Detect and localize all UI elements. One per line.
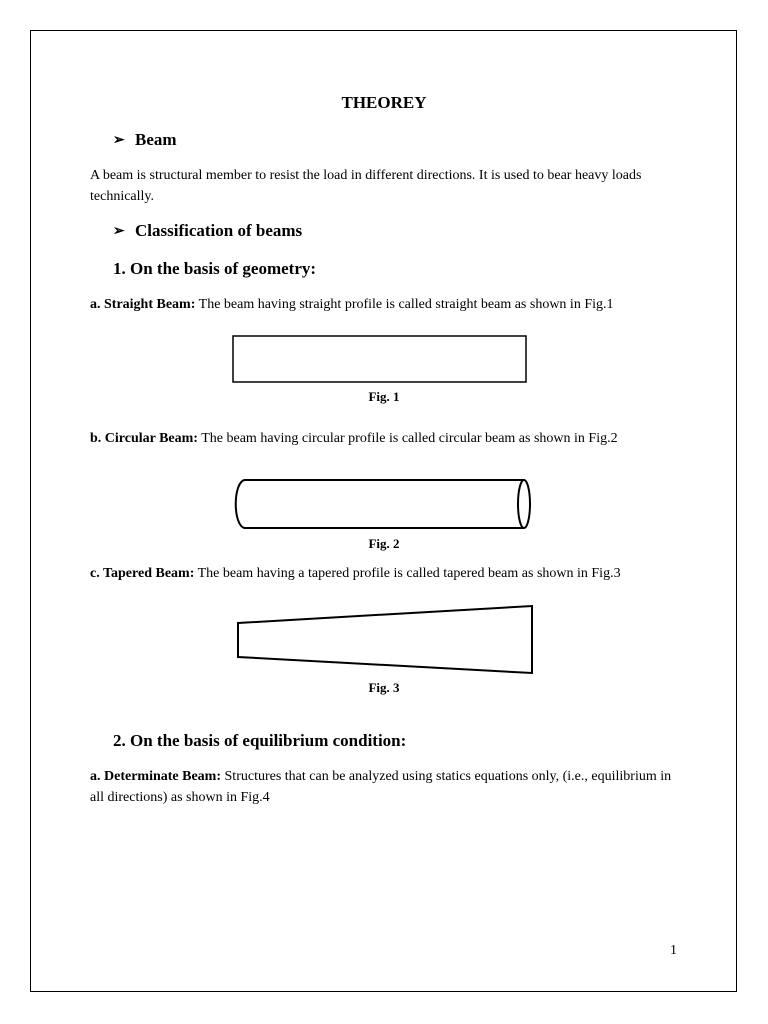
fig1-caption: Fig. 1 bbox=[368, 389, 400, 404]
circular-beam-paragraph bbox=[90, 428, 618, 449]
fig2-caption: Fig. 2 bbox=[368, 536, 400, 551]
tapered-beam-label: c. Tapered Beam: bbox=[90, 566, 195, 581]
equilibrium-heading: 2. On the basis of equilibrium condition: bbox=[113, 731, 407, 750]
determinate-beam-paragraph bbox=[90, 766, 675, 808]
straight-beam-label: a. Straight Beam: bbox=[90, 297, 196, 312]
page-number: 1 bbox=[670, 943, 677, 958]
classification-heading-text: Classification of beams bbox=[135, 221, 303, 240]
circular-beam-figure bbox=[236, 480, 530, 528]
document-title: THEOREY bbox=[341, 93, 427, 112]
straight-beam-text: The beam having straight profile is called straight beam as shown in Fig.1 bbox=[195, 297, 614, 312]
arrow-bullet-icon: ➢ bbox=[113, 224, 125, 239]
tapered-beam-figure bbox=[238, 606, 532, 673]
arrow-bullet-icon: ➢ bbox=[113, 133, 125, 148]
circular-beam-text: The beam having circular profile is called circular beam as shown in Fig.2 bbox=[197, 431, 618, 446]
determinate-beam-text: Structures that can be analyzed using statics equations only, (i.e., equilibrium in all directions) as shown in Fig.4 bbox=[90, 769, 672, 805]
fig3-caption: Fig. 3 bbox=[368, 680, 400, 695]
geometry-heading: 1. On the basis of geometry: bbox=[113, 259, 317, 278]
tapered-beam-text: The beam having a tapered profile is called tapered beam as shown in Fig.3 bbox=[194, 566, 621, 581]
beam-heading-text: Beam bbox=[135, 130, 177, 149]
determinate-beam-label: a. Determinate Beam: bbox=[90, 769, 222, 784]
tapered-beam-paragraph bbox=[90, 563, 621, 584]
straight-beam-figure bbox=[233, 336, 526, 382]
circular-beam-label: b. Circular Beam: bbox=[90, 431, 198, 446]
beam-definition: A beam is structural member to resist the load in different directions. It is used to bear heavy loads technically. bbox=[90, 168, 642, 204]
